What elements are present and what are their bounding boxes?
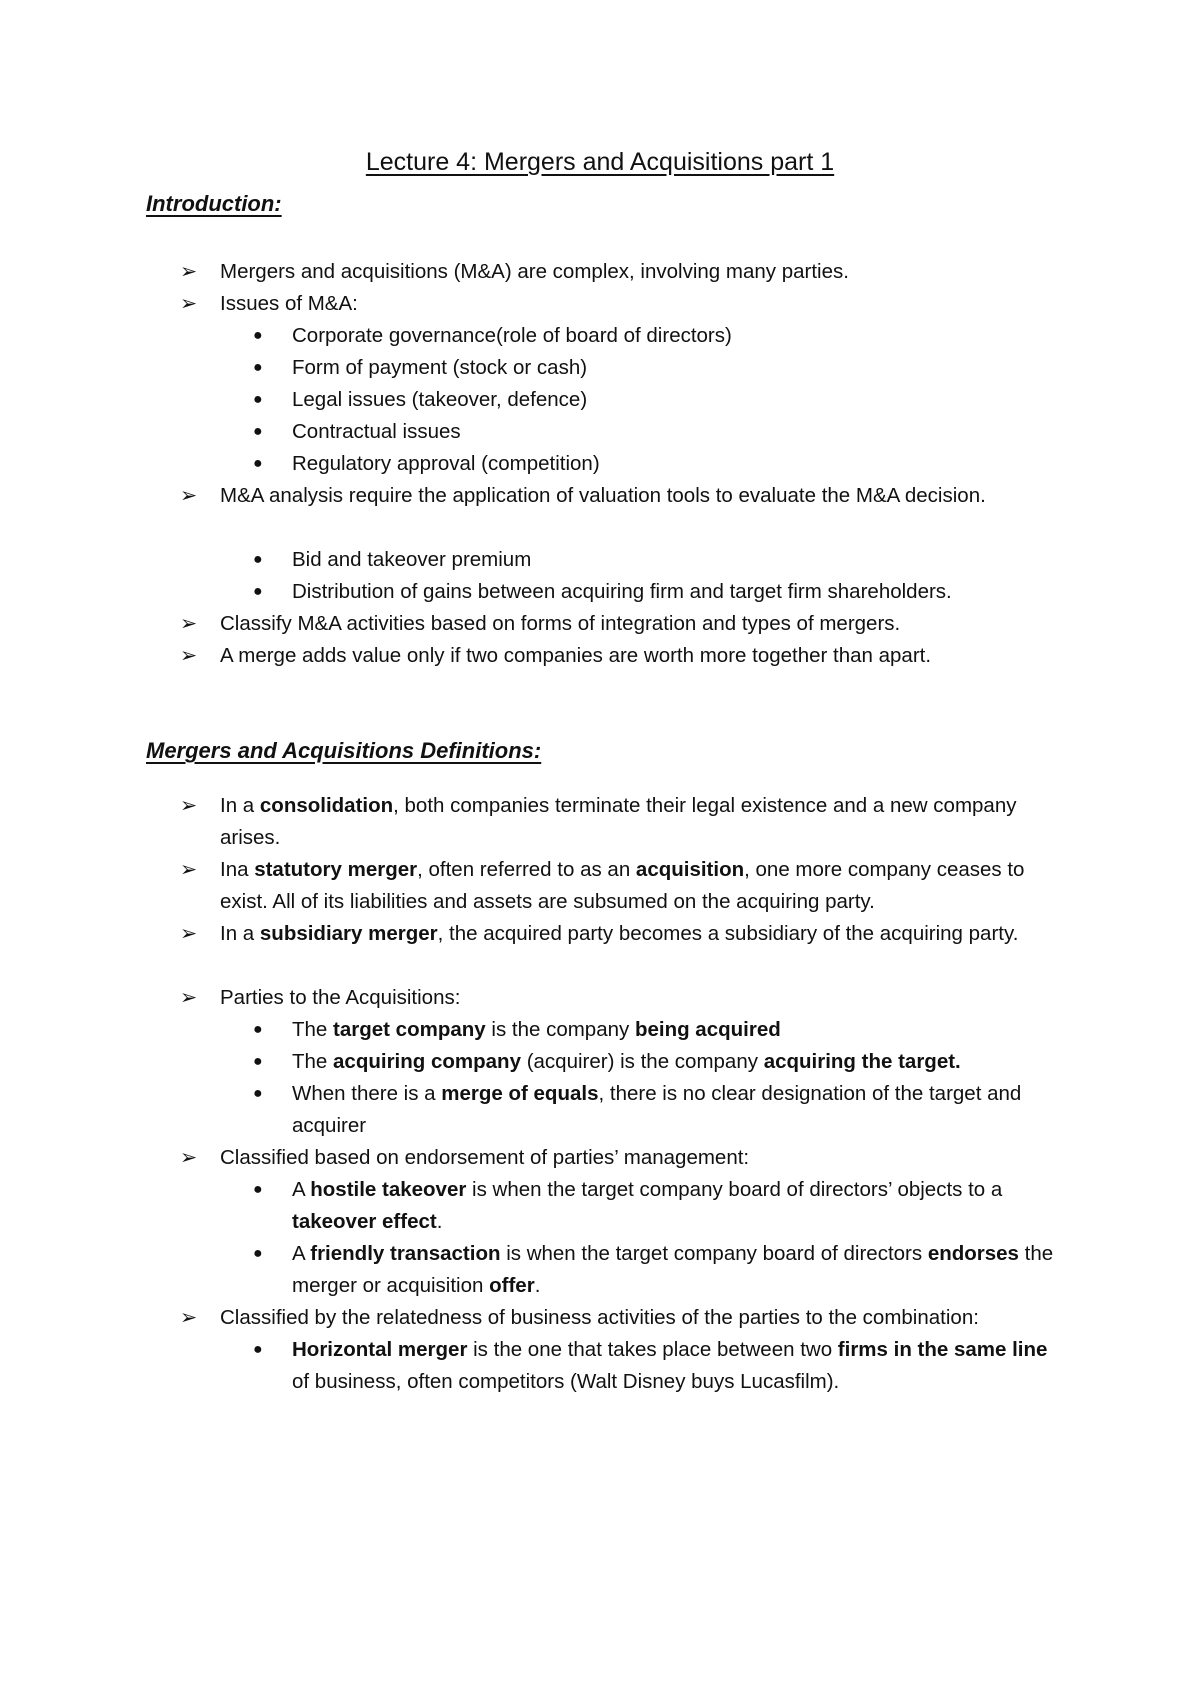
list-item-text: Regulatory approval (competition) [292, 452, 600, 475]
round-bullet-icon: ● [253, 359, 263, 376]
list-item-text: In a subsidiary merger, the acquired party becomes a subsidiary of the acquiring party. [220, 922, 1019, 945]
list-item-text: A merge adds value only if two companies are worth more together than apart. [220, 644, 932, 667]
round-bullet-icon: ● [253, 327, 263, 344]
sub-list-item [250, 1174, 1060, 1238]
sub-list-item [250, 1238, 1060, 1302]
list-item [180, 288, 1060, 320]
bold-term: subsidiary merger [259, 922, 438, 945]
list-item [180, 854, 1060, 918]
list-item-text: A friendly transaction is when the target company board of directors endorses the merger or acquisition offer. [292, 1242, 1054, 1297]
bold-term: hostile takeover [310, 1178, 467, 1201]
list-item-text: M&A analysis require the application of valuation tools to evaluate the M&A decision. [220, 484, 986, 507]
list-item-text: Corporate governance(role of board of directors) [292, 324, 732, 347]
page-title: Lecture 4: Mergers and Acquisitions part 1 [365, 148, 835, 176]
bold-term: endorses [927, 1242, 1019, 1265]
round-bullet-icon: ● [253, 1085, 263, 1102]
round-bullet-icon: ● [253, 583, 263, 600]
list-item [180, 1142, 1060, 1174]
definitions-heading: Mergers and Acquisitions Definitions: [146, 738, 542, 763]
list-item-text: Mergers and acquisitions (M&A) are complex, involving many parties. [220, 260, 849, 283]
arrow-bullet-icon: ➢ [180, 794, 198, 817]
bold-term: acquiring company [333, 1050, 521, 1073]
sub-list-item [250, 384, 1060, 416]
round-bullet-icon: ● [253, 551, 263, 568]
round-bullet-icon: ● [253, 1341, 263, 1358]
arrow-bullet-icon: ➢ [180, 858, 198, 881]
list-item-text: Distribution of gains between acquiring firm and target firm shareholders. [292, 580, 952, 603]
list-item-text: Classified by the relatedness of business activities of the parties to the combination: [220, 1306, 979, 1329]
sub-list-item [250, 352, 1060, 384]
list-item-text: In a consolidation, both companies terminate their legal existence and a new company arises. [220, 794, 1017, 849]
list-item-text: Bid and takeover premium [292, 548, 532, 571]
bold-term: firms in the same line [837, 1338, 1048, 1361]
list-item [180, 790, 1060, 854]
list-item-text: A hostile takeover is when the target company board of directors’ objects to a takeover effect. [292, 1178, 1003, 1233]
list-item-text: Horizontal merger is the one that takes place between two firms in the same line of business, often competitors (Walt Disney buys Lucasfilm). [292, 1338, 1048, 1393]
list-item-text: Ina statutory merger, often referred to as an acquisition, one more company ceases to exist. All of its liabilities and assets are subsumed on the acquiring party. [220, 858, 1025, 913]
sub-list-item [250, 320, 1060, 352]
sub-list-item [250, 544, 1060, 576]
list-item [180, 918, 1060, 950]
arrow-bullet-icon: ➢ [180, 1306, 198, 1329]
arrow-bullet-icon: ➢ [180, 986, 198, 1009]
round-bullet-icon: ● [253, 423, 263, 440]
list-item-text: The acquiring company (acquirer) is the company acquiring the target. [292, 1050, 961, 1073]
bold-term: acquiring the target. [763, 1050, 961, 1073]
sub-list-item [250, 1046, 1060, 1078]
list-item-text: The target company is the company being acquired [292, 1018, 781, 1041]
bold-term: friendly transaction [310, 1242, 501, 1265]
arrow-bullet-icon: ➢ [180, 922, 198, 945]
bold-term: acquisition [635, 858, 745, 881]
bold-term: Horizontal merger [292, 1338, 468, 1361]
list-item [180, 480, 1060, 512]
round-bullet-icon: ● [253, 1181, 263, 1198]
list-item [180, 640, 1060, 672]
list-item-text: Issues of M&A: [220, 292, 358, 315]
arrow-bullet-icon: ➢ [180, 644, 198, 667]
list-item [180, 256, 1060, 288]
arrow-bullet-icon: ➢ [180, 1146, 198, 1169]
arrow-bullet-icon: ➢ [180, 260, 198, 283]
round-bullet-icon: ● [253, 1245, 263, 1262]
round-bullet-icon: ● [253, 1021, 263, 1038]
sub-list-item [250, 1014, 1060, 1046]
bold-term: statutory merger [254, 858, 418, 881]
sub-list-item [250, 448, 1060, 480]
arrow-bullet-icon: ➢ [180, 292, 198, 315]
list-item-text: Form of payment (stock or cash) [292, 356, 588, 379]
list-item-text: Classify M&A activities based on forms of integration and types of mergers. [220, 612, 901, 635]
bold-term: consolidation [259, 794, 394, 817]
list-item [180, 982, 1060, 1014]
bold-term: merge of equals [441, 1082, 599, 1105]
arrow-bullet-icon: ➢ [180, 612, 198, 635]
bold-term: takeover effect [292, 1210, 437, 1233]
bold-term: offer [489, 1274, 535, 1297]
list-item-text: Legal issues (takeover, defence) [292, 388, 588, 411]
list-item [180, 608, 1060, 640]
list-item-text: When there is a merge of equals, there is no clear designation of the target and acquirer [292, 1082, 1022, 1137]
sub-list-item [250, 1334, 1060, 1398]
introduction-heading: Introduction: [146, 191, 282, 216]
arrow-bullet-icon: ➢ [180, 484, 198, 507]
list-item [180, 1302, 1060, 1334]
list-item-text: Parties to the Acquisitions: [220, 986, 461, 1009]
sub-list-item [250, 1078, 1060, 1142]
list-item-text: Contractual issues [292, 420, 461, 443]
sub-list-item [250, 576, 1060, 608]
round-bullet-icon: ● [253, 1053, 263, 1070]
bold-term: target company [333, 1018, 486, 1041]
round-bullet-icon: ● [253, 455, 263, 472]
sub-list-item [250, 416, 1060, 448]
list-item-text: Classified based on endorsement of parties’ management: [220, 1146, 750, 1169]
bold-term: being acquired [634, 1018, 781, 1041]
round-bullet-icon: ● [253, 391, 263, 408]
